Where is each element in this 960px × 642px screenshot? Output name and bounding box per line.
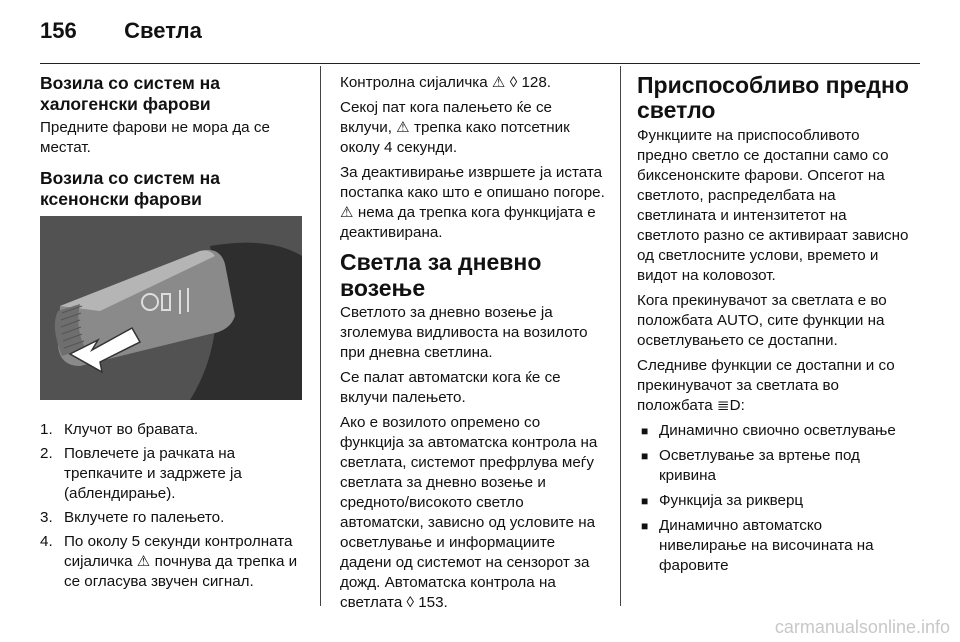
indicator-stalk-image <box>40 216 302 400</box>
list-item: 2. Повлечете ја рачката на трепкачите и задржете ја (аблендирање). <box>40 445 242 502</box>
list-item: ■ Динамично свиочно осветлување <box>637 421 909 441</box>
list-item: ■ Осветлување за вртење под кривина <box>637 446 909 486</box>
header-rule <box>40 63 920 64</box>
watermark: carmanualsonline.info <box>774 617 950 637</box>
stalk-illustration <box>40 216 302 400</box>
paragraph-control-lamp: Контролна сијаличка ⚠ ◊ 128. <box>340 74 552 91</box>
square-bullet-icon: ■ <box>641 449 649 463</box>
paragraph-functions-list-intro: Следниве функции се достапни и со прекинувачот за светлата во положбата ≣D: <box>637 357 895 414</box>
column-divider <box>620 66 621 606</box>
list-item: 3. Вклучете го палењето. <box>40 509 225 526</box>
paragraph-auto-position: Кога прекинувачот за светлата е во положбата AUTO, сите функции на осветлувањето се достапни. <box>637 292 887 349</box>
paragraph-deactivate: За деактивирање извршете ја истата постапка како што е опишано погоре. ⚠ нема да трепка кога функцијата е деактивирана. <box>340 164 605 241</box>
list-item: ■ Динамично автоматско нивелирање на височината на фаровите <box>637 516 909 576</box>
paragraph-afl-functions: Функциите на приспособливото предно светло се достапни само со биксенонските фарови. Опсегот на светлото, распределбата на светлината и интензитетот на светлото разно се активираат зависно од светлосните услови, времето и видот на коловозот. <box>637 127 909 284</box>
paragraph-halogen: Предните фарови не мора да се местат. <box>40 119 270 156</box>
square-bullet-icon: ■ <box>641 424 649 438</box>
column-divider <box>320 66 321 606</box>
function-list <box>637 421 909 576</box>
page-title: Светла <box>124 18 202 43</box>
left-column <box>40 73 304 596</box>
heading-adaptive-forward-lighting: Приспособливо предно светло <box>637 72 909 123</box>
step-list <box>40 420 304 592</box>
right-column <box>637 73 909 581</box>
page-header <box>40 18 202 44</box>
heading-xenon: Возила со систем на ксенонски фарови <box>40 168 220 209</box>
page-number: 156 <box>40 18 77 43</box>
paragraph-drl-visibility: Светлото за дневно возење ја зголемува видливоста на возилото при дневна светлина. <box>340 304 588 361</box>
heading-daytime-running-lights: Светла за дневно возење <box>340 249 542 301</box>
list-item: 4. По околу 5 секунди контролната сијаличка ⚠ почнува да трепка и се огласува звучен сигнал. <box>40 533 298 590</box>
paragraph-drl-switch: Ако е возилото опремено со функција за автоматска контрола на светлата, системот префрлува меѓу светлата за дневно возење и средното/високото светло автоматски, зависно од условите на осветлување и информациите дадени од системот на сензорот за дожд. Автоматска контрола на светлата ◊ 153. <box>340 414 598 611</box>
square-bullet-icon: ■ <box>641 494 649 508</box>
paragraph-reminder: Секој пат кога палењето ќе се вклучи, ⚠ трепка како потсетник околу 4 секунди. <box>340 99 570 156</box>
list-item: ■ Функција за рикверц <box>637 491 909 511</box>
paragraph-drl-auto: Се палат автоматски кога ќе се вклучи палењето. <box>340 369 561 406</box>
list-item: 1. Клучот во бравата. <box>40 421 199 438</box>
middle-column <box>340 73 606 618</box>
square-bullet-icon: ■ <box>641 519 649 533</box>
heading-halogen: Возила со систем на халогенски фарови <box>40 73 220 114</box>
